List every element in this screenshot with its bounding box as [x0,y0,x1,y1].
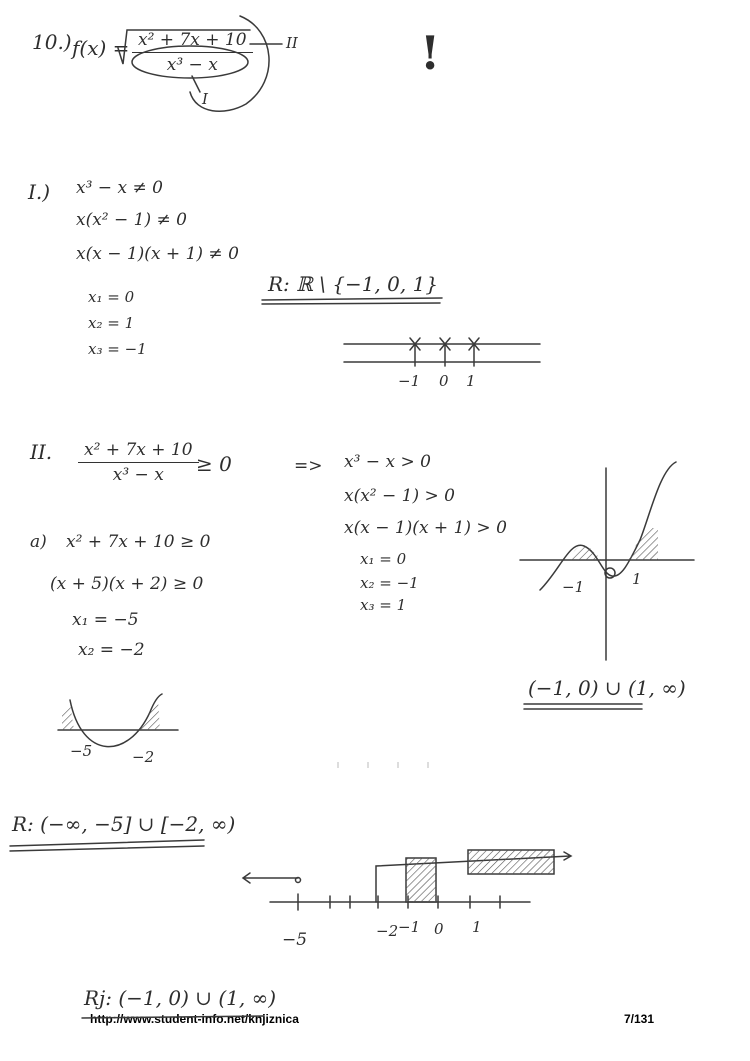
part2-right-line-1: x³ − x > 0 [344,452,431,472]
main-denominator: x³ − x [166,55,218,75]
part1-tick-0: 0 [439,372,449,390]
numline-tick-minus2: −2 [376,922,399,940]
part2-a-answer: R: (−∞, −5] ∪ [−2, ∞) [12,812,236,836]
implies-arrow: => [294,456,323,476]
part2-a-root-2: x₂ = −2 [78,640,145,660]
part1-root-3: x₃ = −1 [88,340,147,358]
part2-a-line-1: x² + 7x + 10 ≥ 0 [66,532,211,552]
numline-closed-minus5 [296,878,301,883]
part1-tick-minus1: −1 [398,372,421,390]
part1-root-1: x₁ = 0 [88,288,135,306]
part1-line-3: x(x − 1)(x + 1) ≠ 0 [76,244,239,264]
parab-hatch-left [62,702,74,730]
final-answer: Rj: (−1, 0) ∪ (1, ∞) [84,986,277,1010]
numline-hatch-2 [468,850,554,874]
main-numerator: x² + 7x + 10 [132,30,253,53]
part1-answer-underline [262,298,442,300]
cubic-label-minus1: −1 [562,578,585,596]
a-answer-underline-2 [10,846,204,851]
part2-a-label: a) [30,532,47,552]
numline-left-arrow [243,873,298,883]
label-I-top: I [202,90,208,108]
part1-line-1: x³ − x ≠ 0 [76,178,163,198]
numline-tick-minus5: −5 [282,930,308,950]
label-II-top: II [286,34,298,52]
final-answer-underline [82,1016,264,1018]
part2-right-root-3: x₃ = 1 [360,596,407,614]
problem-number: 10.) [32,30,72,54]
parab-label-minus5: −5 [70,742,93,760]
part2-right-root-2: x₂ = −1 [360,574,419,592]
part1-answer-underline-2 [262,303,440,304]
part2-a-line-2: (x + 5)(x + 2) ≥ 0 [50,574,204,594]
part2-denominator: x³ − x [112,465,164,485]
part1-line-2: x(x² − 1) ≠ 0 [76,210,187,230]
parab-hatch-right [140,700,160,730]
footer-url[interactable]: http://www.student-info.net/knjiznica [90,1012,299,1026]
part2-right-line-2: x(x² − 1) > 0 [344,486,455,506]
circle-I [132,46,248,78]
function-label: f(x) = [72,36,130,60]
parab-label-minus2: −2 [132,748,155,766]
part2-inequality: ≥ 0 [196,452,232,476]
numline-tick-minus1: −1 [398,918,421,936]
numline-tick-1: 1 [472,918,482,936]
cubic-label-1: 1 [632,570,642,588]
part2-heading: II. [30,440,53,464]
part1-tick-1: 1 [466,372,476,390]
radical-sign [118,30,250,64]
part2-numerator: x² + 7x + 10 [78,440,199,463]
cubic-hatch-left [570,546,602,560]
part2-a-root-1: x₁ = −5 [72,610,139,630]
part1-heading: I.) [28,180,51,204]
numline-tick-0: 0 [434,920,444,938]
part2-right-root-1: x₁ = 0 [360,550,407,568]
part1-root-2: x₂ = 1 [88,314,135,332]
cubic-curve [540,462,676,590]
exclamation-mark: ! [420,26,441,80]
numline-hatch-1 [406,858,436,902]
part1-answer: R: ℝ \ {−1, 0, 1} [268,272,439,296]
part2-right-line-3: x(x − 1)(x + 1) > 0 [344,518,507,538]
a-answer-underline [10,840,204,846]
cubic-answer: (−1, 0) ∪ (1, ∞) [528,676,686,700]
footer-page: 7/131 [624,1012,655,1026]
